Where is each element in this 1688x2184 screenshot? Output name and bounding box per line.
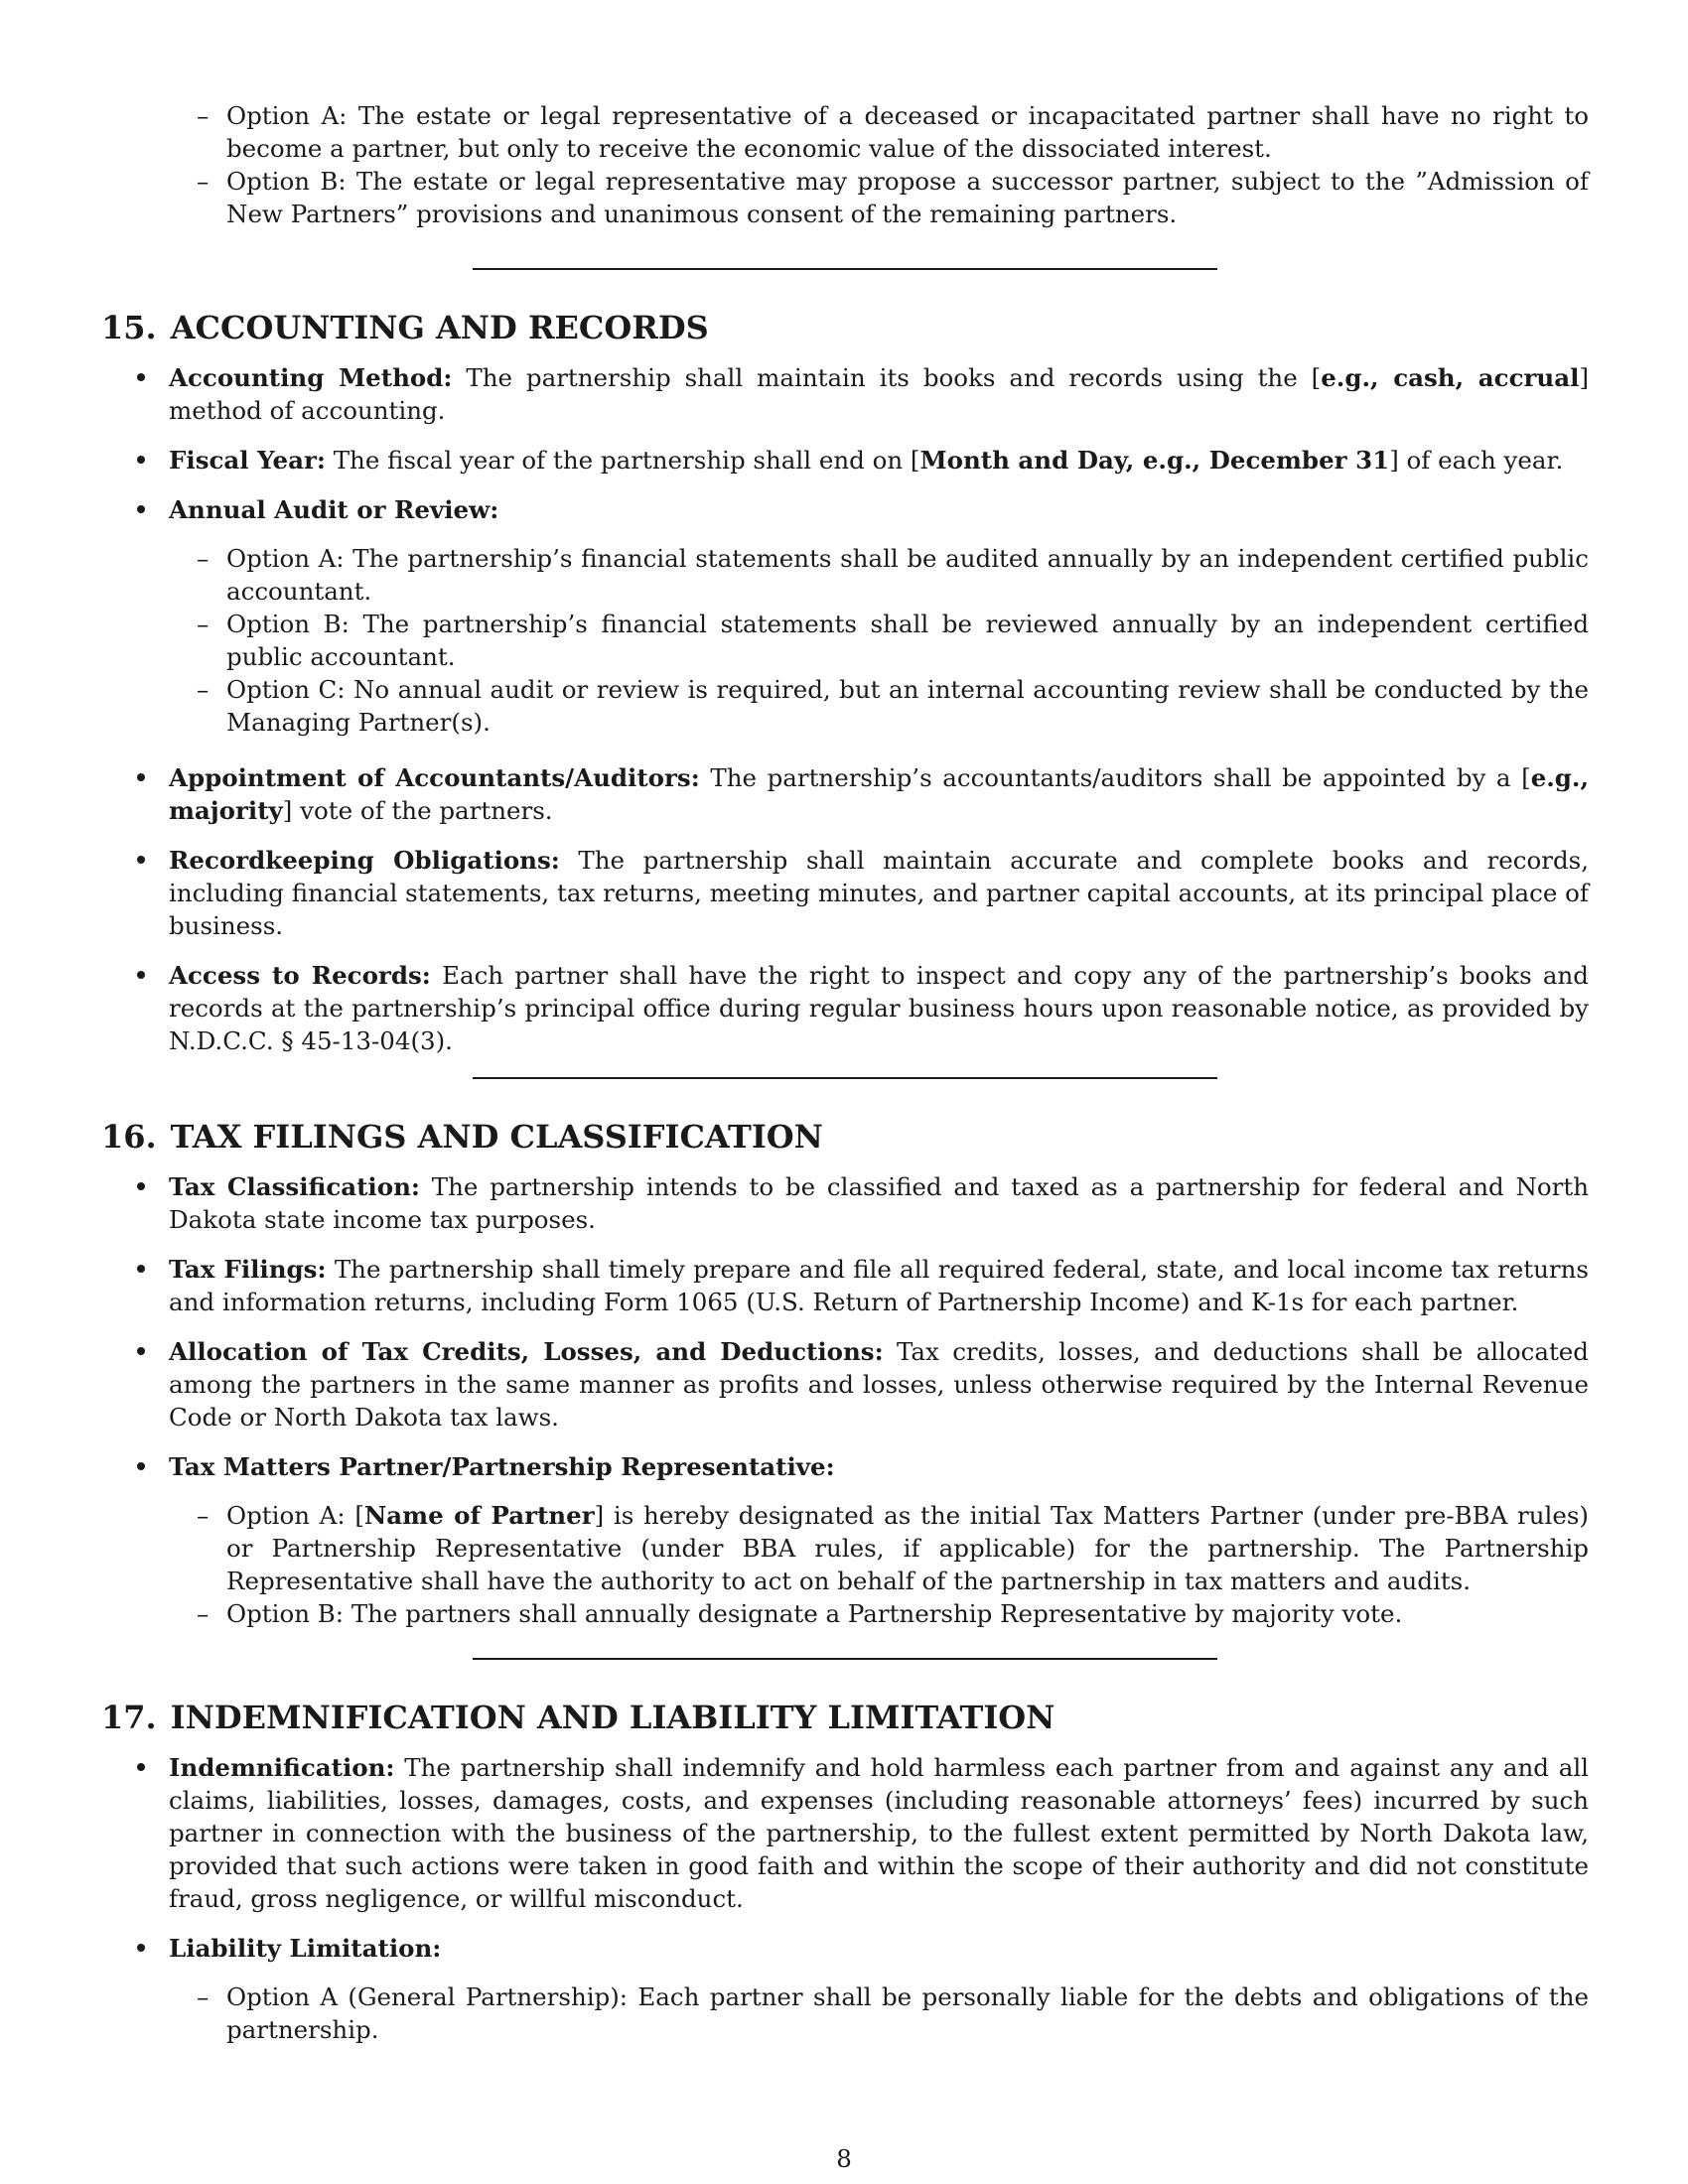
option-item: – Option A: The estate or legal representative of a deceased or incapacitated partner shall have no right to become a partner, but only to receive the economic value of the dissociated interest. (226, 99, 1589, 165)
bullet-icon (137, 373, 145, 381)
section-17-list (101, 1751, 1589, 2046)
list-item-tax-filings: Tax Filings: The partnership shall timely prepare and file all required federal, state, and local income tax returns and information returns, including Form 1065 (U.S. Return of Partnership Income) and K-1s for each partner. (169, 1253, 1589, 1318)
option-item: – Option B: The partnership’s financial statements shall be reviewed annually by an independent certified public accountant. (226, 608, 1589, 673)
list-item-tax-classification: Tax Classification: The partnership intends to be classified and taxed as a partnership for federal and North Dakota state income tax purposes. (169, 1170, 1589, 1236)
section-heading-17: 17. INDEMNIFICATION AND LIABILITY LIMITATION (101, 1699, 1055, 1736)
list-item-fiscal-year: Fiscal Year: The fiscal year of the partnership shall end on [Month and Day, e.g., December 31] of each year. (169, 444, 1589, 477)
section-heading-15: 15. ACCOUNTING AND RECORDS (101, 309, 709, 346)
bullet-icon (137, 856, 145, 864)
list-item-accounting-method: Accounting Method: The partnership shall maintain its books and records using the [e.g., cash, accrual] method of accounting. (169, 361, 1589, 427)
list-item-indemnification: Indemnification: The partnership shall indemnify and hold harmless each partner from and against any and all claims, liabilities, losses, damages, costs, and expenses (including reasonable attorneys’ fees) incurred by such partner in connection with the business of the partnership, to the fullest extent permitted by North Dakota law, provided that such actions were taken in good faith and within the scope of their authority and did not constitute fraud, gross negligence, or willful misconduct. (169, 1751, 1589, 1915)
section-divider (473, 1077, 1217, 1079)
list-item-appointment: Appointment of Accountants/Auditors: The partnership’s accountants/auditors shall be appointed by a [e.g., majority] vote of the partners. (169, 761, 1589, 827)
bullet-icon (137, 1462, 145, 1470)
section-divider (473, 1658, 1217, 1660)
bullet-icon (137, 505, 145, 513)
section-divider (473, 268, 1217, 270)
dissociation-options (101, 99, 1589, 230)
bullet-icon (137, 1182, 145, 1190)
section-heading-16: 16. TAX FILINGS AND CLASSIFICATION (101, 1118, 823, 1156)
list-item-access: Access to Records: Each partner shall have the right to inspect and copy any of the partnership’s books and records at the partnership’s principal office during regular business hours upon reasonable notice, as provided by N.D.C.C. § 45-13-04(3). (169, 959, 1589, 1057)
option-item: – Option A: [Name of Partner] is hereby designated as the initial Tax Matters Partner (under pre-BBA rules) or Partnership Representative (under BBA rules, if applicable) for the partnership. The Partnership Representative shall have the authority to act on behalf of the partnership in tax matters and audits. (226, 1499, 1589, 1597)
liability-options (169, 1980, 1589, 2046)
section-15-list (101, 361, 1589, 1057)
audit-options (169, 542, 1589, 739)
bullet-icon (137, 1265, 145, 1273)
bullet-icon (137, 456, 145, 464)
option-item: – Option A: The partnership’s financial statements shall be audited annually by an independent certified public accountant. (226, 542, 1589, 608)
list-item-annual-audit: Annual Audit or Review: – Option A: The partnership’s financial statements shall be audited annually by an independent certified public accountant. – Option B: The partnership’s financial statements shall be reviewed annually by an independent certified public accountant. – Option C: No annual audit or review is required, but an internal accounting review shall be conducted by the Managing Partner(s). (169, 493, 1589, 739)
bullet-icon (137, 1763, 145, 1771)
section-16-list (101, 1170, 1589, 1630)
option-item: – Option A (General Partnership): Each partner shall be personally liable for the debts and obligations of the partnership. (226, 1980, 1589, 2046)
page-number: 8 (836, 2144, 852, 2173)
list-item-recordkeeping: Recordkeeping Obligations: The partnership shall maintain accurate and complete books and records, including financial statements, tax returns, meeting minutes, and partner capital accounts, at its principal place of business. (169, 844, 1589, 942)
bullet-icon (137, 773, 145, 781)
list-item-representative: Tax Matters Partner/Partnership Representative: – Option A: [Name of Partner] is hereby designated as the initial Tax Matters Partner (under pre-BBA rules) or Partnership Representative (under BBA rules, if applicable) for the partnership. The Partnership Representative shall have the authority to act on behalf of the partnership in tax matters and audits. – Option B: The partners shall annually designate a Partnership Representative by majority vote. (169, 1450, 1589, 1630)
bullet-icon (137, 1347, 145, 1355)
option-item: – Option C: No annual audit or review is required, but an internal accounting review shall be conducted by the Managing Partner(s). (226, 673, 1589, 739)
representative-options (169, 1499, 1589, 1630)
option-item: – Option B: The partners shall annually designate a Partnership Representative by majority vote. (226, 1597, 1589, 1630)
option-item: – Option B: The estate or legal representative may propose a successor partner, subject to the ”Admission of New Partners” provisions and unanimous consent of the remaining partners. (226, 165, 1589, 230)
page-content (101, 99, 1589, 2063)
list-item-allocation: Allocation of Tax Credits, Losses, and Deductions: Tax credits, losses, and deductions shall be allocated among the partners in the same manner as profits and losses, unless otherwise required by the Internal Revenue Code or North Dakota tax laws. (169, 1335, 1589, 1433)
list-item-liability: Liability Limitation: – Option A (General Partnership): Each partner shall be personally liable for the debts and obligations of the partnership. (169, 1932, 1589, 2046)
bullet-icon (137, 971, 145, 979)
bullet-icon (137, 1944, 145, 1952)
